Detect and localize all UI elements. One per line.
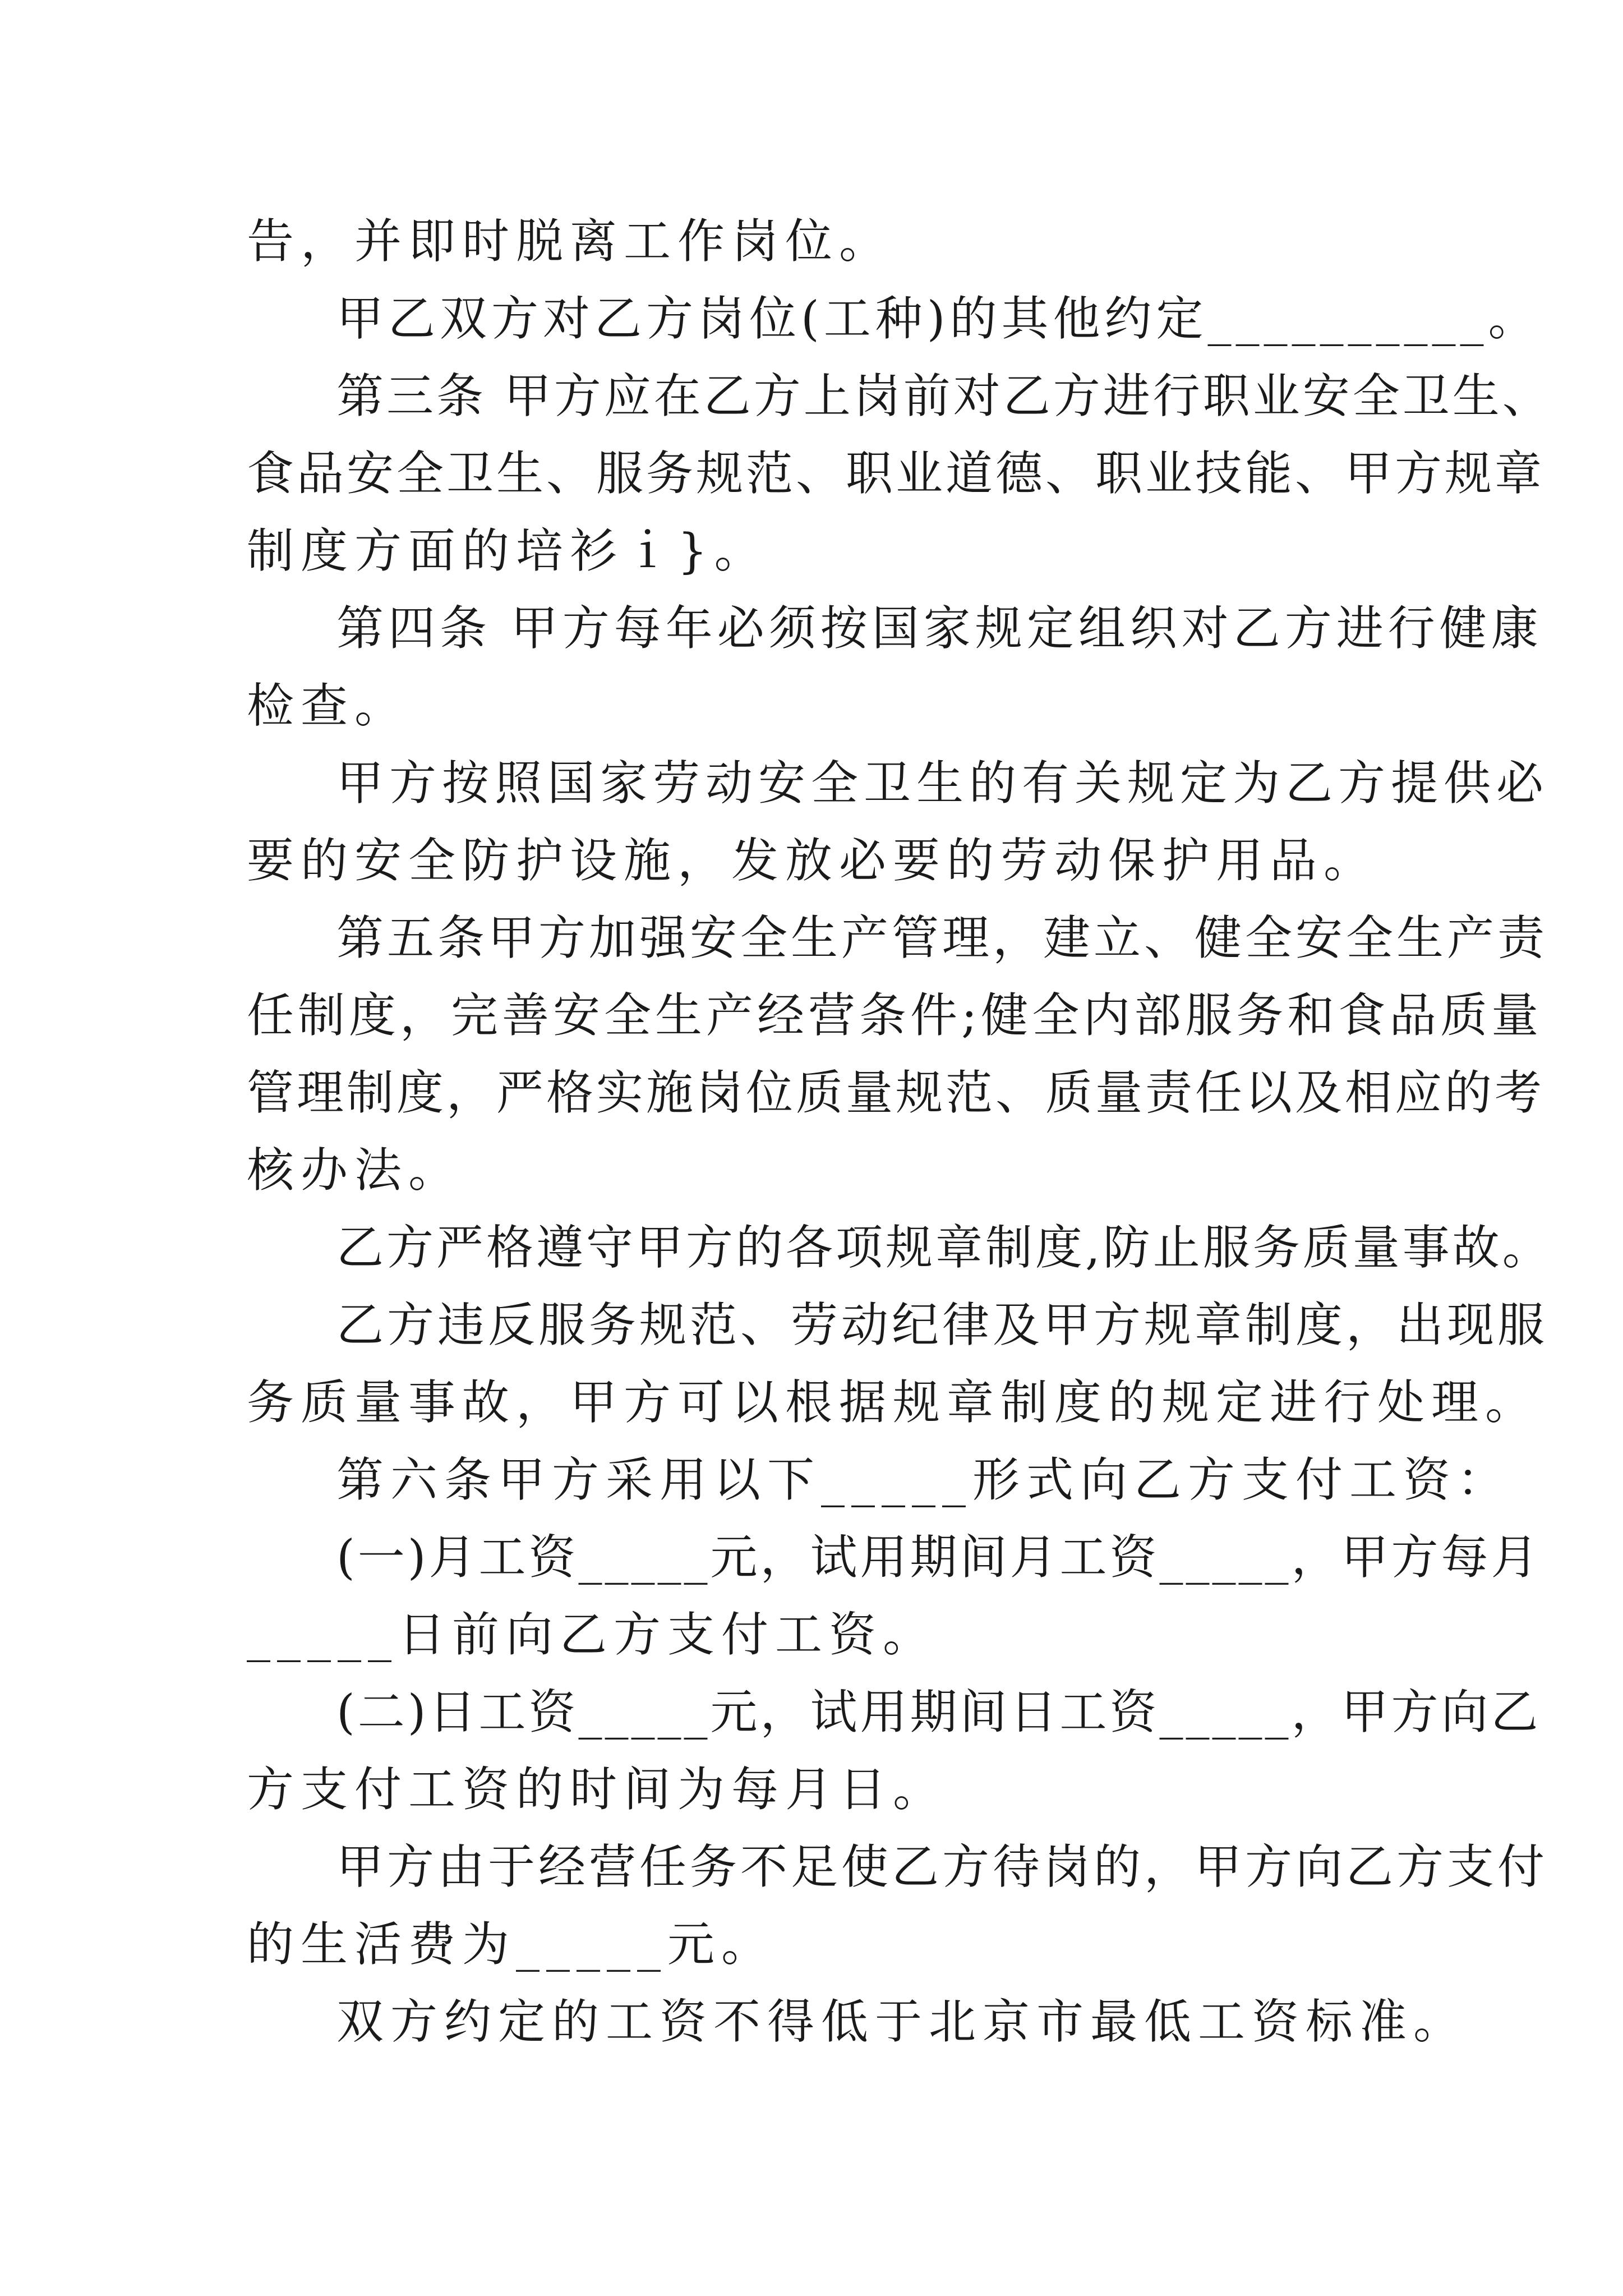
text-line: 双方约定的工资不得低于北京市最低工资标准。 <box>336 1994 1468 2049</box>
text-line: 方支付工资的时间为每月日。 <box>247 1762 947 1817</box>
text-line: 第四条 甲方每年必须按国家规定组织对乙方进行健康 <box>336 601 1543 656</box>
text-line: 第五条甲方加强安全生产管理，建立、健全安全生产责 <box>336 910 1548 965</box>
text-line: 食品安全卫生、服务规范、职业道德、职业技能、甲方规章 <box>247 446 1545 501</box>
text-line: 要的安全防护设施，发放必要的劳动保护用品。 <box>247 833 1378 888</box>
text-line: 检查。 <box>247 678 409 733</box>
text-line: _____日前向乙方支付工资。 <box>247 1607 937 1662</box>
text-line: (二)日工资_____元，试用期间日工资_____，甲方向乙 <box>336 1685 1541 1740</box>
text-line: 务质量事故，甲方可以根据规章制度的规定进行处理。 <box>247 1375 1539 1430</box>
text-line: 制度方面的培衫ｉ}。 <box>247 523 768 578</box>
text-line: 第六条甲方采用以下_____形式向乙方支付工资： <box>336 1452 1511 1507</box>
text-line: 管理制度，严格实施岗位质量规范、质量责任以及相应的考 <box>247 1065 1545 1120</box>
text-line: 任制度，完善安全生产经营条件;健全内部服务和食品质量 <box>247 988 1543 1043</box>
text-line: 甲方由于经营任务不足使乙方待岗的，甲方向乙方支付 <box>336 1839 1548 1894</box>
text-line: 甲乙双方对乙方岗位(工种)的其他约定__________。 <box>336 291 1540 346</box>
text-line: 乙方违反服务规范、劳动纪律及甲方规章制度，出现服 <box>336 1297 1548 1352</box>
text-line: 的生活费为_____元。 <box>247 1917 776 1972</box>
text-line: 甲方按照国家劳动安全卫生的有关规定为乙方提供必 <box>336 756 1550 811</box>
text-line: 核办法。 <box>247 1143 463 1198</box>
text-line: (一)月工资_____元，试用期间月工资_____，甲方每月 <box>336 1530 1541 1585</box>
text-line: 第三条 甲方应在乙方上岗前对乙方进行职业安全卫生、 <box>336 369 1552 424</box>
text-line: 告，并即时脱离工作岗位。 <box>247 214 893 269</box>
text-line: 乙方严格遵守甲方的各项规章制度,防止服务质量事故。 <box>336 1220 1552 1275</box>
